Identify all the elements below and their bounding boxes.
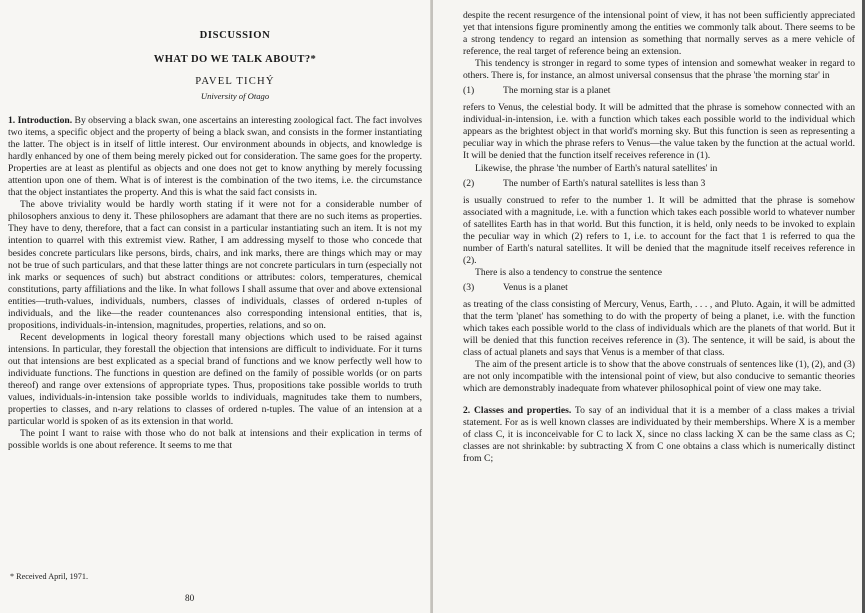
page-number: 80 [185, 593, 195, 603]
example-3-text: Venus is a planet [503, 281, 568, 293]
right-paragraph-4: Likewise, the phrase 'the number of Earth's natural satellites' in [475, 162, 718, 174]
intro-paragraph-1 [8, 115, 422, 199]
right-paragraph-7: as treating of the class consisting of Mercury, Venus, Earth, . . . , and Pluto. Again, it will be admitted that the term 'planet' has something to do with the property of being a planet, i.e. with the function which takes each possible world to the class of individuals which are the planets of that world. But it will be denied that this function receives reference in (3). The sentence, it will be said, is about the class of actual planets and says that Venus is a member of that class. [463, 298, 855, 359]
section-1-label: 1. Introduction. [8, 115, 73, 126]
intro-paragraph-4: The point I want to raise with those who do not balk at intensions and their explication in terms of possible worlds is one about reference. It seems to me that [8, 428, 422, 452]
right-paragraph-5: is usually construed to refer to the number 1. It will be admitted that the phrase is somehow associated with a magnitude, i.e. with a function which takes each possible world to whatever number of satellites Earth has in that world. But this function, it is held, only needs to be invoked to explain the peculiar way in which (2) refers to 1, i.e. to account for the fact that 1 is referred to qua the number of Earth's natural satellites. It will be denied that the magnitude itself receives reference in (2). [463, 194, 855, 266]
intro-paragraph-1-text: By observing a black swan, one ascertains an interesting zoological fact. The fact involves two items, a specific object and the property of being a black swan, and consists in the former instantiating the latter. The object is in itself of little interest. Our environment abounds in objects, and knowledge is hardly enhanced by one of them being merely picked out for consideration. The same goes for the property. Properties are at least as plentiful as objects and one does not get to know anything by merely focussing attention upon one of them. What is of interest is the combination of the two items, i.e. the circumstance that the object instantiates the property. And this is what the said fact consists in. [8, 115, 422, 199]
right-paragraph-1: despite the recent resurgence of the intensional point of view, it has not been sufficiently appreciated yet that intensions figure prominently among the entities we commonly talk about. There seems to be a strong tendency to regard an intension as something that normally serves as a mere vehicle of reference, the real target of reference being an extension. [463, 10, 855, 58]
section-gap [463, 395, 855, 405]
example-2 [463, 178, 855, 190]
section-heading: DISCUSSION [199, 30, 271, 41]
section-2-paragraph [463, 405, 855, 465]
section-2-label: 2. Classes and properties. [463, 405, 572, 417]
right-paragraph-3: refers to Venus, the celestial body. It will be admitted that the phrase is somehow connected with an individual-in-intension, i.e. with a function which takes each possible world to the individual which appears as the brightest object in that world's morning sky. But this function is seen as representing a peculiar way in which the phrase refers to Venus—the value taken by the function at the actual world. It will be denied that the function itself receives reference in (1). [463, 102, 855, 162]
author-name: PAVEL TICHÝ [195, 76, 275, 87]
author-affiliation: University of Otago [200, 91, 270, 101]
intro-paragraph-2: The above triviality would be hardly worth stating if it were not for a considerable number of philosophers anxious to deny it. These philosophers are adamant that there are no such items as properties. They have to deny, therefore, that a fact can consist in a particular instantiating such an item. It is not my intention to quarrel with this extremist view. Rather, I am addressing myself to those who concede that besides concrete particulars like persons, birds, chairs, and ink marks, there are things which may or may not be true of such particulars, and that these latter things are not concrete particulars in turn (especially not ink marks or sequences of such) but abstract conditions or attributes: colors, temperatures, chemical constitutions, party affiliations and the like. In what follows I shall assume that over and above extensional entities—truth-values, individuals, numbers, classes of individuals, classes of ordered n-tuples of individuals, and the like—the reader countenances also corresponding intensional entities, that is, propositions, individuals-in-intension, magnitudes, properties, relations, and so on. [8, 199, 422, 331]
example-1-text: The morning star is a planet [503, 85, 611, 97]
left-page [0, 0, 432, 613]
section-2-text: To say of an individual that it is a member of a class makes a trivial statement. For as is well known classes are individuated by their memberships. Where X is a member of class C, it is inconceivable for C to lack X, since no class lacking X can be the same class as C; classes are not shrinkable: by subtracting X from C one obtains a class which is numerically distinct from C; [463, 405, 855, 465]
example-2-text: The number of Earth's natural satellites is less than 3 [503, 177, 706, 189]
example-3-number: (3) [463, 281, 475, 293]
article-title: WHAT DO WE TALK ABOUT?* [153, 54, 317, 65]
example-3 [463, 282, 855, 294]
example-1-number: (1) [463, 85, 475, 97]
right-paragraph-6: There is also a tendency to construe the sentence [475, 266, 663, 278]
footnote: * Received April, 1971. [10, 572, 88, 581]
right-paragraph-8: The aim of the present article is to show that the above construals of sentences like (1), (2), and (3) are not only incompatible with the intensional point of view, but also conducive to semantic theories which are demonstrably inadequate from whatever philosophical point of view one may take. [463, 359, 855, 395]
right-page [433, 0, 865, 613]
intro-paragraph-3: Recent developments in logical theory forestall many objections which used to be raised against intensions. In particular, they forestall the objection that intensions are difficult to individuate. For it turns out that intensions are best explicated as a special brand of functions and we know perfectly well how to individuate functions. The functions in question are defined on the family of possible worlds (or on parts thereof) and range over extensions of appropriate types. Thus, propositions take possible worlds to truth values, individuals-in-intension take possible worlds to individuals, magnitudes take them to numbers, properties to classes, and n-ary relations to classes of ordered n-tuples. The value of an intension at a particular world is spoken of as its extension in that world. [8, 331, 422, 428]
example-1 [463, 85, 855, 97]
right-paragraph-2: This tendency is stronger in regard to some types of intension and somewhat weaker in regard to others. There is, for instance, an almost universal consensus that the phrase 'the morning star' in [463, 58, 855, 82]
example-2-number: (2) [463, 177, 475, 189]
